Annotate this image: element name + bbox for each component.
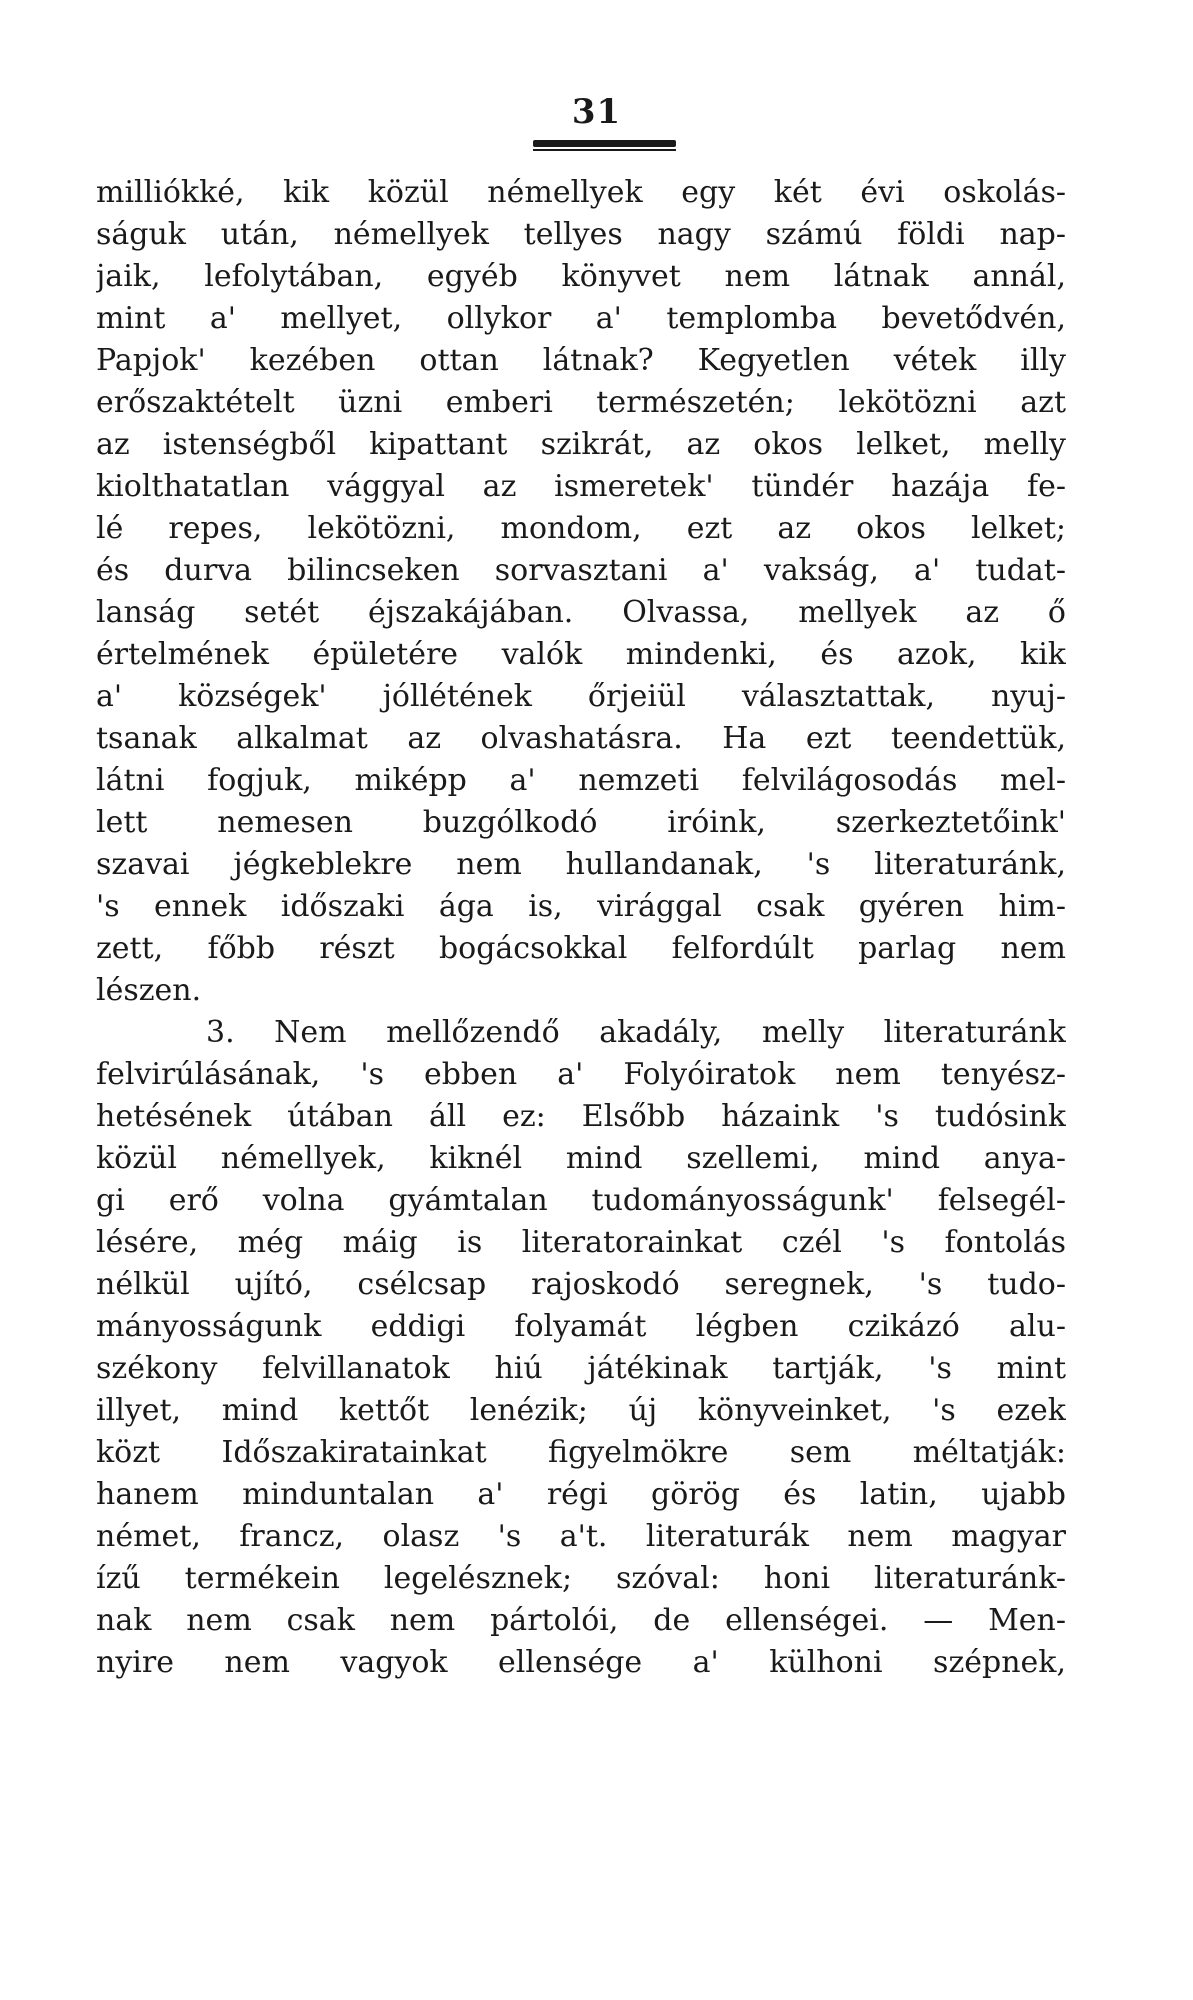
text-line: lanság setét éjszakájában. Olvassa, mellyek az ő bbox=[96, 595, 1066, 630]
text-line: mint a' mellyet, ollykor a' templomba bevetődvén, bbox=[96, 301, 1066, 336]
text-line: nyire nem vagyok ellensége a' külhoni szépnek, bbox=[96, 1645, 1066, 1680]
text-line: 3. Nem mellőzendő akadály, melly literaturánk bbox=[206, 1015, 1066, 1050]
text-line: közt Időszakiratainkat figyelmökre sem méltatják: bbox=[96, 1435, 1066, 1470]
text-line: kiolthatatlan vággyal az ismeretek' tündér hazája fe- bbox=[96, 469, 1066, 504]
text-line: látni fogjuk, miképp a' nemzeti felvilágosodás mel- bbox=[96, 763, 1066, 798]
text-line: lészen. bbox=[96, 973, 202, 1008]
body-text bbox=[96, 172, 1066, 1684]
text-line: ságuk után, némellyek tellyes nagy számú földi nap- bbox=[96, 217, 1066, 252]
text-line: milliókké, kik közül némellyek egy két évi oskolás- bbox=[96, 175, 1066, 210]
text-line: nélkül ujító, csélcsap rajoskodó seregnek, 's tudo- bbox=[96, 1267, 1066, 1302]
text-line: ízű termékein legelésznek; szóval: honi literaturánk- bbox=[96, 1561, 1066, 1596]
text-line: lett nemesen buzgólkodó iróink, szerkeztetőink' bbox=[96, 805, 1066, 840]
page-number: 31 bbox=[571, 92, 622, 132]
text-line: lé repes, lekötözni, mondom, ezt az okos lelket; bbox=[96, 511, 1066, 546]
text-line: az istenségből kipattant szikrát, az okos lelket, melly bbox=[96, 427, 1066, 462]
text-line: lésére, még máig is literatorainkat czél 's fontolás bbox=[96, 1225, 1066, 1260]
text-line: hetésének útában áll ez: Elsőbb házaink 's tudósink bbox=[96, 1099, 1066, 1134]
text-line: hanem minduntalan a' régi görög és latin, ujabb bbox=[96, 1477, 1066, 1512]
text-line: nak nem csak nem pártolói, de ellenségei. — Men- bbox=[96, 1603, 1066, 1638]
text-line: és durva bilincseken sorvasztani a' vakság, a' tudat- bbox=[96, 553, 1066, 588]
text-line: erőszaktételt üzni emberi természetén; lekötözni azt bbox=[96, 385, 1066, 420]
text-line: közül némellyek, kiknél mind szellemi, mind anya- bbox=[96, 1141, 1066, 1176]
text-line: német, francz, olasz 's a't. literaturák nem magyar bbox=[96, 1519, 1066, 1554]
text-line: 's ennek időszaki ága is, virággal csak gyéren him- bbox=[96, 889, 1066, 924]
text-line: mányosságunk eddigi folyamát légben czikázó alu- bbox=[96, 1309, 1066, 1344]
text-line: értelmének épületére valók mindenki, és azok, kik bbox=[96, 637, 1066, 672]
header-rule bbox=[533, 140, 676, 147]
text-line: felvirúlásának, 's ebben a' Folyóiratok nem tenyész- bbox=[96, 1057, 1066, 1092]
text-line: székony felvillanatok hiú játékinak tartják, 's mint bbox=[96, 1351, 1066, 1386]
text-line: szavai jégkeblekre nem hullandanak, 's literaturánk, bbox=[96, 847, 1066, 882]
text-line: jaik, lefolytában, egyéb könyvet nem látnak annál, bbox=[96, 259, 1066, 294]
text-line: Papjok' kezében ottan látnak? Kegyetlen vétek illy bbox=[96, 343, 1066, 378]
text-line: a' községek' jóllétének őrjeiül választattak, nyuj- bbox=[96, 679, 1066, 714]
text-line: illyet, mind kettőt lenézik; új könyveinket, 's ezek bbox=[96, 1393, 1066, 1428]
text-line: tsanak alkalmat az olvashatásra. Ha ezt teendettük, bbox=[96, 721, 1066, 756]
text-line: zett, főbb részt bogácsokkal felfordúlt parlag nem bbox=[96, 931, 1066, 966]
text-line: gi erő volna gyámtalan tudományosságunk' felsegél- bbox=[96, 1183, 1066, 1218]
